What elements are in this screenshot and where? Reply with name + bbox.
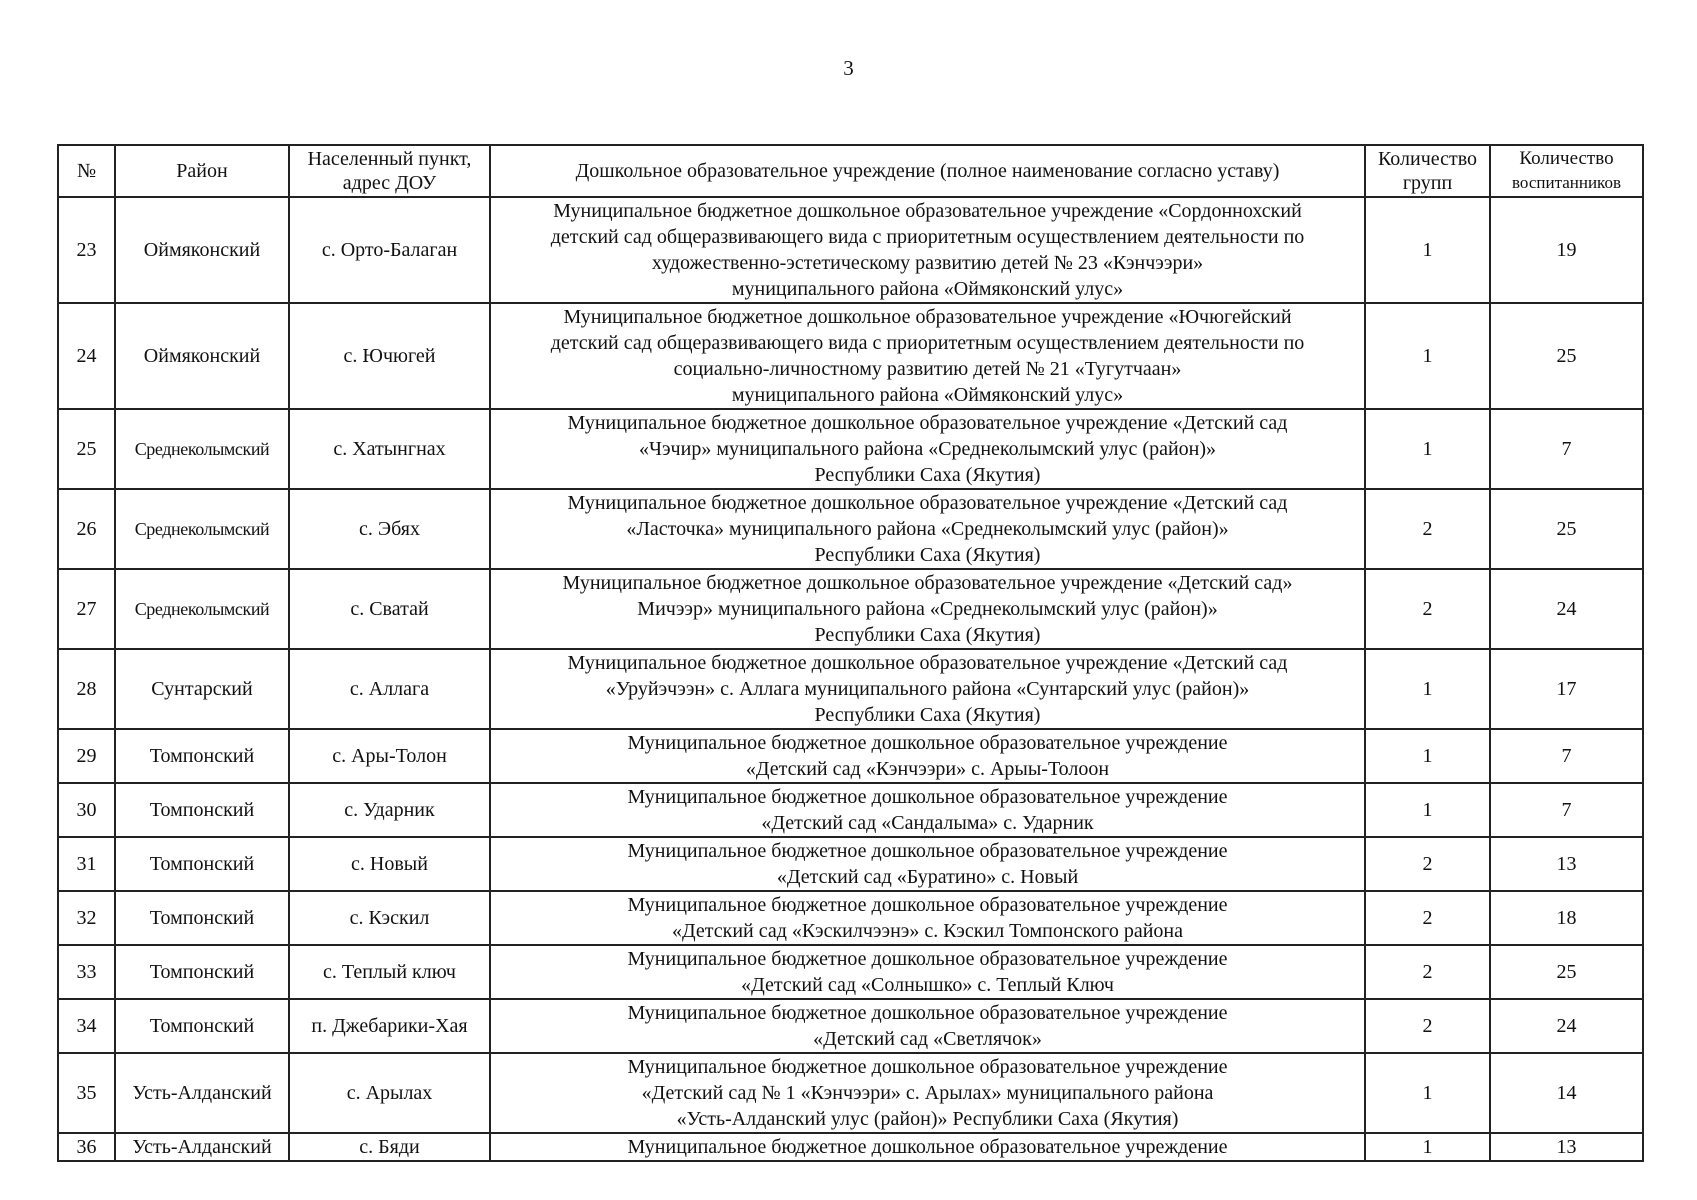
row-district: Томпонский bbox=[115, 837, 289, 891]
table-body bbox=[58, 197, 1643, 1161]
table-row bbox=[58, 649, 1643, 729]
row-institution-name bbox=[490, 649, 1365, 729]
institution-name-line: Муниципальное бюджетное дошкольное образовательное учреждение «Детский сад» bbox=[562, 572, 1293, 594]
institution-name-line: «Детский сад «Кэскилчээнэ» с. Кэскил Томпонского района bbox=[671, 920, 1184, 942]
row-pupils: 17 bbox=[1490, 649, 1643, 729]
row-institution-name bbox=[490, 837, 1365, 891]
row-institution-name bbox=[490, 569, 1365, 649]
row-number: 23 bbox=[58, 197, 115, 303]
header-pupils-line1: Количество bbox=[1519, 148, 1614, 169]
row-district: Среднеколымский bbox=[115, 489, 289, 569]
row-number: 34 bbox=[58, 999, 115, 1053]
institution-name-line: «Детский сад «Солнышко» с. Теплый Ключ bbox=[741, 974, 1114, 996]
table-row bbox=[58, 569, 1643, 649]
row-groups: 2 bbox=[1365, 489, 1490, 569]
row-district: Среднеколымский bbox=[115, 569, 289, 649]
header-groups-line1: Количество bbox=[1377, 148, 1478, 170]
row-settlement: с. Аллага bbox=[289, 649, 490, 729]
row-district: Томпонский bbox=[115, 891, 289, 945]
row-district: Томпонский bbox=[115, 783, 289, 837]
row-settlement: п. Джебарики-Хая bbox=[289, 999, 490, 1053]
row-district: Оймяконский bbox=[115, 303, 289, 409]
row-district: Среднеколымский bbox=[115, 409, 289, 489]
institution-name-line: Муниципальное бюджетное дошкольное образовательное учреждение bbox=[627, 1136, 1228, 1158]
header-pupils-line2: воспитанников bbox=[1512, 173, 1621, 192]
row-groups: 1 bbox=[1365, 729, 1490, 783]
row-settlement: с. Орто-Балаган bbox=[289, 197, 490, 303]
row-institution-name bbox=[490, 303, 1365, 409]
institution-name-line: Муниципальное бюджетное дошкольное образовательное учреждение bbox=[627, 1002, 1228, 1024]
row-number: 30 bbox=[58, 783, 115, 837]
row-institution-name bbox=[490, 1053, 1365, 1133]
row-groups: 1 bbox=[1365, 649, 1490, 729]
institution-name-line: «Детский сад «Буратино» с. Новый bbox=[776, 866, 1079, 888]
row-number: 29 bbox=[58, 729, 115, 783]
row-settlement: с. Хатынгнах bbox=[289, 409, 490, 489]
row-settlement: с. Ары-Толон bbox=[289, 729, 490, 783]
table-row bbox=[58, 783, 1643, 837]
row-pupils: 24 bbox=[1490, 999, 1643, 1053]
row-pupils: 19 bbox=[1490, 197, 1643, 303]
row-pupils: 13 bbox=[1490, 837, 1643, 891]
row-settlement: с. Ударник bbox=[289, 783, 490, 837]
institution-name-line: «Усть-Алданский улус (район)» Республики Саха (Якутия) bbox=[676, 1108, 1179, 1130]
row-settlement: с. Сватай bbox=[289, 569, 490, 649]
institution-name-line: Муниципальное бюджетное дошкольное образовательное учреждение «Сордоннохский bbox=[553, 200, 1302, 222]
row-pupils: 25 bbox=[1490, 945, 1643, 999]
row-number: 27 bbox=[58, 569, 115, 649]
institution-name-line: Республики Саха (Якутия) bbox=[814, 704, 1041, 726]
header-institution: Дошкольное образовательное учреждение (полное наименование согласно уставу) bbox=[490, 145, 1365, 197]
row-district: Сунтарский bbox=[115, 649, 289, 729]
table-row bbox=[58, 891, 1643, 945]
institution-name-line: «Детский сад «Кэнчээри» с. Арыы-Толоон bbox=[745, 758, 1110, 780]
row-groups: 1 bbox=[1365, 1053, 1490, 1133]
institution-name-line: муниципального района «Оймяконский улус» bbox=[731, 384, 1124, 406]
row-institution-name bbox=[490, 489, 1365, 569]
institution-name-line: «Детский сад «Сандалыма» с. Ударник bbox=[761, 812, 1094, 834]
row-institution-name bbox=[490, 945, 1365, 999]
row-number: 36 bbox=[58, 1133, 115, 1161]
row-pupils: 18 bbox=[1490, 891, 1643, 945]
institution-name-line: Муниципальное бюджетное дошкольное образовательное учреждение bbox=[627, 786, 1228, 808]
institution-name-line: Муниципальное бюджетное дошкольное образовательное учреждение bbox=[627, 840, 1228, 862]
institution-name-line: «Чэчир» муниципального района «Среднеколымский улус (район)» bbox=[638, 438, 1217, 460]
row-institution-name bbox=[490, 999, 1365, 1053]
row-number: 33 bbox=[58, 945, 115, 999]
institution-name-line: детский сад общеразвивающего вида с приоритетным осуществлением деятельности по bbox=[550, 332, 1305, 354]
table-row bbox=[58, 837, 1643, 891]
institution-name-line: Мичээр» муниципального района «Среднеколымский улус (район)» bbox=[637, 598, 1218, 620]
institution-name-line: «Уруйэчээн» с. Аллага муниципального района «Сунтарский улус (район)» bbox=[605, 678, 1250, 700]
institution-name-line: Республики Саха (Якутия) bbox=[814, 464, 1041, 486]
row-settlement: с. Ючюгей bbox=[289, 303, 490, 409]
table-row bbox=[58, 999, 1643, 1053]
institution-name-line: Республики Саха (Якутия) bbox=[814, 624, 1041, 646]
institution-name-line: художественно-эстетическому развитию детей № 23 «Кэнчээри» bbox=[651, 252, 1204, 274]
row-number: 24 bbox=[58, 303, 115, 409]
table-header bbox=[58, 145, 1643, 197]
row-institution-name bbox=[490, 1133, 1365, 1161]
institution-name-line: Муниципальное бюджетное дошкольное образовательное учреждение bbox=[627, 1056, 1228, 1078]
table-row bbox=[58, 197, 1643, 303]
row-number: 35 bbox=[58, 1053, 115, 1133]
table-row bbox=[58, 1133, 1643, 1161]
row-groups: 2 bbox=[1365, 569, 1490, 649]
institution-name-line: Муниципальное бюджетное дошкольное образовательное учреждение «Ючюгейский bbox=[563, 306, 1292, 328]
table-row bbox=[58, 1053, 1643, 1133]
table-row bbox=[58, 489, 1643, 569]
row-groups: 1 bbox=[1365, 303, 1490, 409]
row-settlement: с. Эбях bbox=[289, 489, 490, 569]
row-institution-name bbox=[490, 891, 1365, 945]
row-number: 26 bbox=[58, 489, 115, 569]
institution-name-line: Муниципальное бюджетное дошкольное образовательное учреждение bbox=[627, 732, 1228, 754]
institution-name-line: Муниципальное бюджетное дошкольное образовательное учреждение bbox=[627, 948, 1228, 970]
institution-name-line: социально-личностному развитию детей № 21 «Тугутчаан» bbox=[673, 358, 1182, 380]
row-settlement: с. Бяди bbox=[289, 1133, 490, 1161]
row-number: 25 bbox=[58, 409, 115, 489]
row-number: 32 bbox=[58, 891, 115, 945]
row-pupils: 13 bbox=[1490, 1133, 1643, 1161]
header-pupils bbox=[1490, 145, 1643, 197]
table-row bbox=[58, 303, 1643, 409]
institution-name-line: Муниципальное бюджетное дошкольное образовательное учреждение bbox=[627, 894, 1228, 916]
row-district: Томпонский bbox=[115, 999, 289, 1053]
institution-name-line: Республики Саха (Якутия) bbox=[814, 544, 1041, 566]
row-district: Усть-Алданский bbox=[115, 1133, 289, 1161]
row-pupils: 7 bbox=[1490, 729, 1643, 783]
table-row bbox=[58, 945, 1643, 999]
institution-name-line: «Ласточка» муниципального района «Среднеколымский улус (район)» bbox=[626, 518, 1229, 540]
row-institution-name bbox=[490, 197, 1365, 303]
row-pupils: 25 bbox=[1490, 489, 1643, 569]
institutions-table bbox=[57, 144, 1644, 1162]
page-number: 3 bbox=[843, 56, 854, 80]
institution-name-line: муниципального района «Оймяконский улус» bbox=[731, 278, 1124, 300]
row-settlement: с. Теплый ключ bbox=[289, 945, 490, 999]
row-pupils: 7 bbox=[1490, 409, 1643, 489]
header-district: Район bbox=[115, 145, 289, 197]
row-number: 28 bbox=[58, 649, 115, 729]
table-row bbox=[58, 409, 1643, 489]
institution-name-line: детский сад общеразвивающего вида с приоритетным осуществлением деятельности по bbox=[550, 226, 1305, 248]
row-district: Оймяконский bbox=[115, 197, 289, 303]
institution-name-line: «Детский сад «Светлячок» bbox=[813, 1028, 1042, 1050]
row-number: 31 bbox=[58, 837, 115, 891]
row-groups: 2 bbox=[1365, 999, 1490, 1053]
row-groups: 2 bbox=[1365, 837, 1490, 891]
row-district: Томпонский bbox=[115, 729, 289, 783]
row-groups: 1 bbox=[1365, 1133, 1490, 1161]
header-row bbox=[58, 145, 1643, 197]
header-groups-line2: групп bbox=[1402, 172, 1453, 194]
row-groups: 2 bbox=[1365, 945, 1490, 999]
header-groups bbox=[1365, 145, 1490, 197]
institution-name-line: «Детский сад № 1 «Кэнчээри» с. Арылах» муниципального района bbox=[641, 1082, 1214, 1104]
row-settlement: с. Новый bbox=[289, 837, 490, 891]
row-groups: 2 bbox=[1365, 891, 1490, 945]
row-institution-name bbox=[490, 783, 1365, 837]
row-pupils: 7 bbox=[1490, 783, 1643, 837]
table-row bbox=[58, 729, 1643, 783]
row-institution-name bbox=[490, 729, 1365, 783]
row-settlement: с. Кэскил bbox=[289, 891, 490, 945]
header-num: № bbox=[58, 145, 115, 197]
row-groups: 1 bbox=[1365, 409, 1490, 489]
row-pupils: 25 bbox=[1490, 303, 1643, 409]
row-district: Томпонский bbox=[115, 945, 289, 999]
institution-name-line: Муниципальное бюджетное дошкольное образовательное учреждение «Детский сад bbox=[567, 412, 1288, 434]
header-settlement: Населенный пункт, адрес ДОУ bbox=[289, 145, 490, 197]
institution-name-line: Муниципальное бюджетное дошкольное образовательное учреждение «Детский сад bbox=[567, 492, 1288, 514]
institution-name-line: Муниципальное бюджетное дошкольное образовательное учреждение «Детский сад bbox=[567, 652, 1288, 674]
row-settlement: с. Арылах bbox=[289, 1053, 490, 1133]
row-district: Усть-Алданский bbox=[115, 1053, 289, 1133]
row-institution-name bbox=[490, 409, 1365, 489]
row-pupils: 14 bbox=[1490, 1053, 1643, 1133]
row-groups: 1 bbox=[1365, 197, 1490, 303]
row-pupils: 24 bbox=[1490, 569, 1643, 649]
row-groups: 1 bbox=[1365, 783, 1490, 837]
